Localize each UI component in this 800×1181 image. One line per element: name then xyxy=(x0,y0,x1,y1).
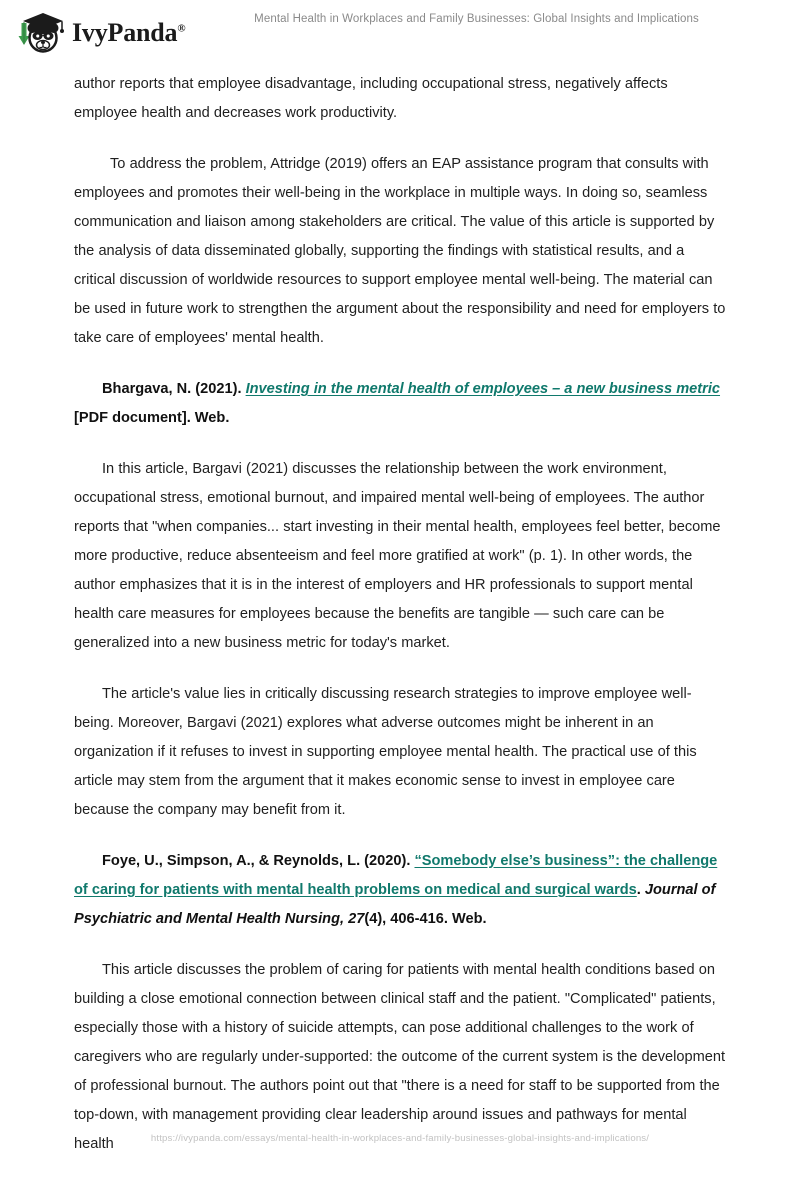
reference-link-bhargava[interactable]: Investing in the mental health of employees – a new business metric xyxy=(245,381,721,397)
reference-journal-title: Journal of Psychiatric and Mental Health Nursing, 27 xyxy=(74,882,716,927)
paragraph-continuation: author reports that employee disadvantage, including occupational stress, negatively affects employee health and decreases work productivity. xyxy=(74,76,668,121)
paragraph-attridge: To address the problem, Attridge (2019) offers an EAP assistance program that consults with employees and promotes their well-being in the workplace in multiple ways. In doing so, seamless communication and liaison among stakeholders are critical. The value of this article is supported by the analysis of data disseminated globally, supporting the findings with statistical results, and a critical discussion of worldwide resources to support employee mental well-being. The material can be used in future work to strengthen the argument about the responsibility and need for employers to take care of employees' mental health. xyxy=(74,156,726,346)
footer-source-url[interactable]: https://ivypanda.com/essays/mental-health-in-workplaces-and-family-businesses-global-insights-and-implications/ xyxy=(150,1133,650,1144)
registered-trademark-mark: ® xyxy=(177,22,186,35)
panda-graduate-logo-icon xyxy=(14,10,66,56)
reference-issue-pages: (4), 406-416. Web. xyxy=(364,911,487,927)
page-footer xyxy=(0,1128,800,1146)
document-running-title: Mental Health in Workplaces and Family Businesses: Global Insights and Implications xyxy=(254,13,699,25)
reference-author-year: Bhargava, N. (2021). xyxy=(102,381,246,397)
paragraph-bargavi-summary: In this article, Bargavi (2021) discusses the relationship between the work environment, occupational stress, emotional burnout, and impaired mental well-being of employees. The author reports that "when companies... start investing in their mental health, employees feel better, become more productive, reduce absenteeism and feel more gratified at work" (p. 1). In other words, the author emphasizes that it is in the interest of employers and HR professionals to support mental health care measures for employees because the benefits are tangible — such care can be generalized into a new business metric for today's market. xyxy=(74,461,721,651)
document-body xyxy=(74,70,726,1181)
reference-link-foye[interactable]: “Somebody else’s business”: the challenge of caring for patients with mental health problems on medical and surgical wards xyxy=(74,853,718,898)
reference-entry-foye xyxy=(74,847,726,934)
brand-logo[interactable] xyxy=(14,10,185,56)
reference-entry-bhargava xyxy=(74,375,726,433)
paragraph-bargavi-value: The article's value lies in critically discussing research strategies to improve employee well-being. Moreover, Bargavi (2021) explores what adverse outcomes might be inherent in an organization if it refuses to invest in supporting employee mental health. The practical use of this article may stem from the argument that it makes economic sense to invest in employee care because the company may benefit from it. xyxy=(74,686,697,818)
page-header xyxy=(0,0,800,66)
reference-author-year: Foye, U., Simpson, A., & Reynolds, L. (2020). xyxy=(102,853,415,869)
reference-separator: . xyxy=(636,882,645,898)
paragraph-foye-summary: This article discusses the problem of caring for patients with mental health conditions based on building a close emotional connection between clinical staff and the patient. "Complicated" patients, especially those with a history of suicide attempts, can pose additional challenges to the work of caregivers who are regularly under-supported: the outcome of the current system is the development of professional burnout. The authors point out that "there is a need for staff to be supported from the top-down, with management providing clear leadership around issues and pathways for mental health xyxy=(74,962,726,1152)
reference-tail: [PDF document]. Web. xyxy=(74,410,230,426)
brand-name: IvyPanda® xyxy=(72,18,186,47)
